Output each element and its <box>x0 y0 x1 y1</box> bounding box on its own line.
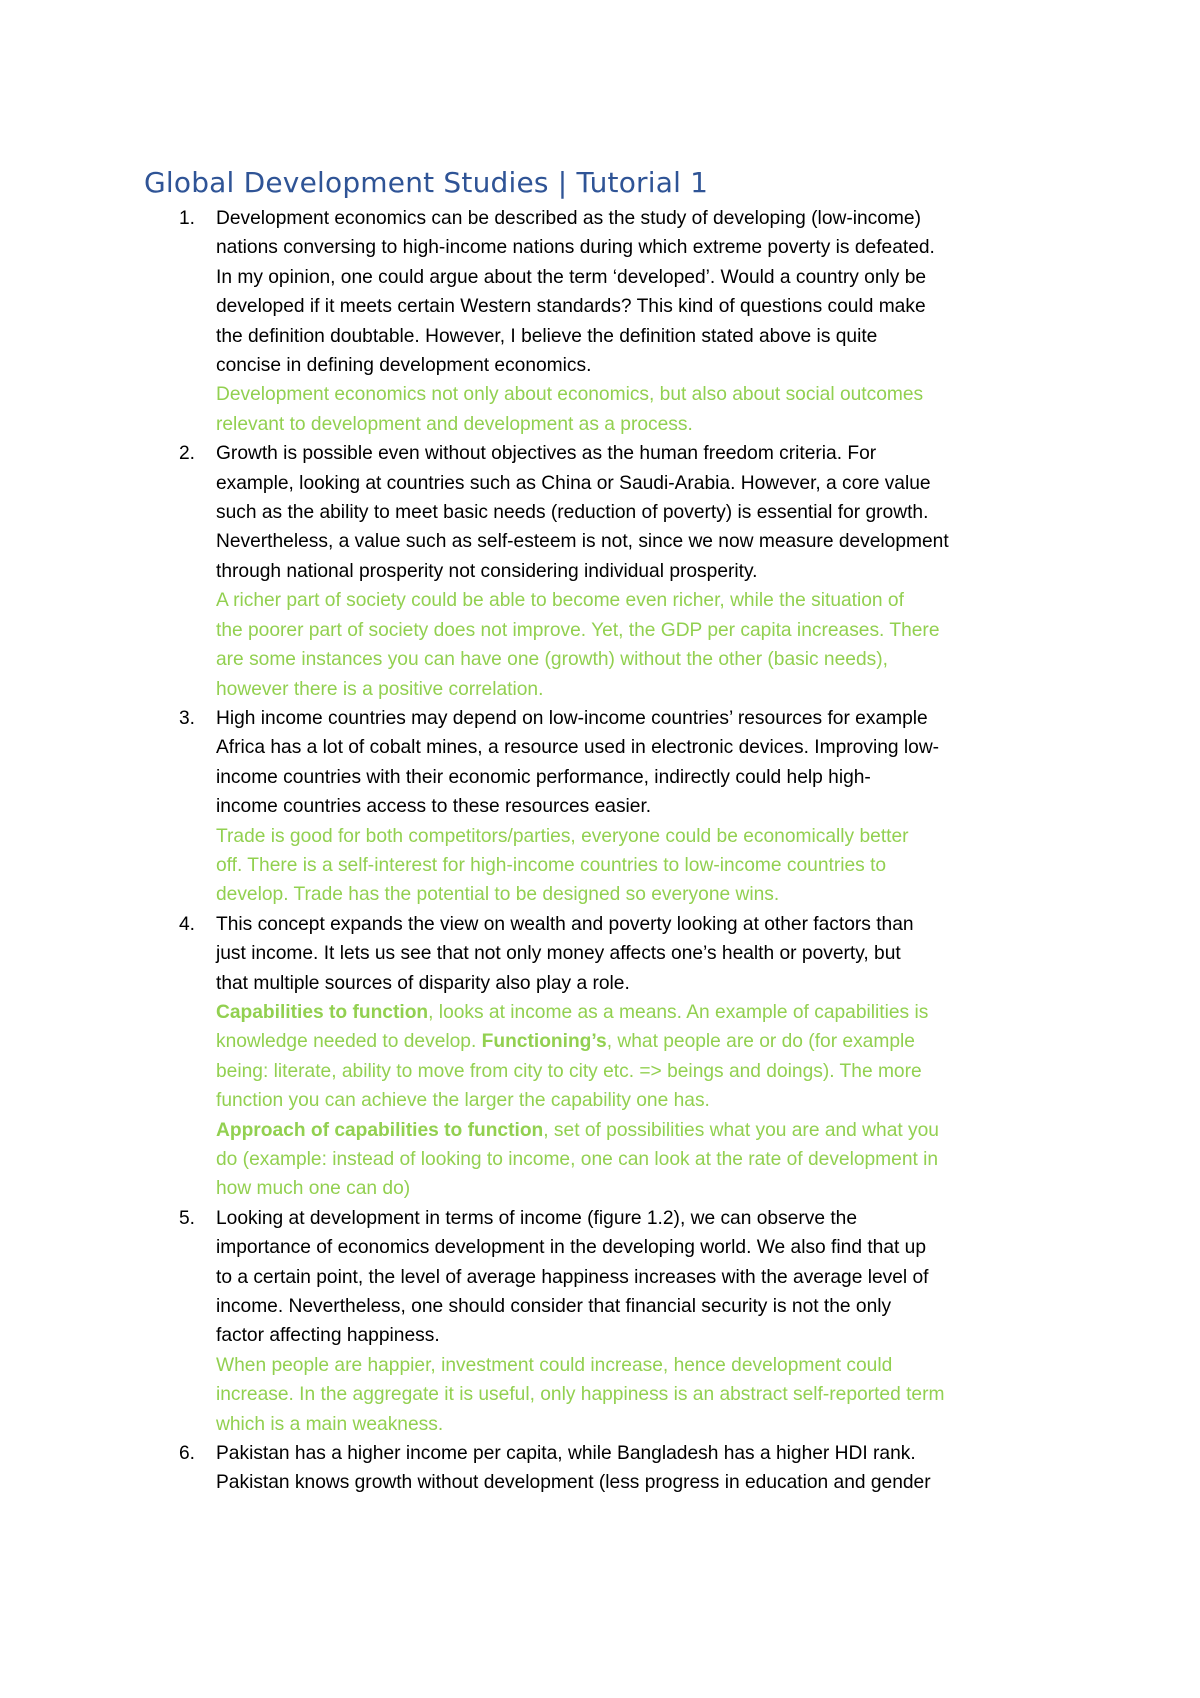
answer-line: Growth is possible even without objectives as the human freedom criteria. For <box>216 443 877 465</box>
list-item <box>179 1204 1066 1439</box>
comment-line: which is a main weakness. <box>216 1413 444 1435</box>
comment-text: , set of possibilities what you are and what you <box>543 1119 939 1141</box>
comment-line: increase. In the aggregate it is useful, only happiness is an abstract self-reported term <box>216 1384 945 1406</box>
comment-line: function you can achieve the larger the capability one has. <box>216 1090 710 1112</box>
answer-line: In my opinion, one could argue about the term ‘developed’. Would a country only be <box>216 266 927 288</box>
answer-line: income countries with their economic performance, indirectly could help high- <box>216 766 871 788</box>
item-number: 6. <box>179 1443 196 1465</box>
term-functionings: Functioning’s <box>481 1031 607 1053</box>
answer-line: Development economics can be described as the study of developing (low-income) <box>216 208 921 229</box>
item-number: 1. <box>179 208 196 229</box>
comment-line: how much one can do) <box>216 1178 411 1200</box>
answer-line: Pakistan knows growth without development (less progress in education and gender <box>216 1472 931 1494</box>
comment-line: Development economics not only about economics, but also about social outcomes <box>216 384 924 406</box>
comment-line <box>216 1027 1066 1056</box>
answer-line: that multiple sources of disparity also play a role. <box>216 972 630 994</box>
answer-line: to a certain point, the level of average happiness increases with the average level of <box>216 1266 929 1288</box>
list-item <box>179 1439 1066 1498</box>
list-item <box>179 704 1066 910</box>
comment-line: Trade is good for both competitors/parties, everyone could be economically better <box>216 825 909 847</box>
answer-line: through national prosperity not considering individual prosperity. <box>216 560 758 582</box>
comment-line: do (example: instead of looking to income, one can look at the rate of development in <box>216 1149 939 1170</box>
answer-line: Pakistan has a higher income per capita, while Bangladesh has a higher HDI rank. <box>216 1443 916 1465</box>
list-item <box>179 204 1066 439</box>
answer-line: importance of economics development in the developing world. We also find that up <box>216 1237 926 1259</box>
comment-line: When people are happier, investment could increase, hence development could <box>216 1354 893 1376</box>
answer-line: Africa has a lot of cobalt mines, a resource used in electronic devices. Improving low- <box>216 737 940 759</box>
list-item <box>179 910 1066 1204</box>
answer-line: Looking at development in terms of income (figure 1.2), we can observe the <box>216 1207 857 1229</box>
answer-line: concise in defining development economics. <box>216 355 592 377</box>
answer-line: just income. It lets us see that not only money affects one’s health or poverty, but <box>216 943 901 965</box>
comment-line: relevant to development and development as a process. <box>216 413 693 435</box>
comment-line: off. There is a self-interest for high-income countries to low-income countries to <box>216 854 887 876</box>
answer-line: the definition doubtable. However, I believe the definition stated above is quite <box>216 325 878 347</box>
comment-line: the poorer part of society does not improve. Yet, the GDP per capita increases. There <box>216 619 940 641</box>
comment-text: knowledge needed to develop. <box>216 1031 482 1053</box>
comment-line <box>216 998 1066 1027</box>
item-number: 3. <box>179 707 196 729</box>
document-title: Global Development Studies | Tutorial 1 <box>144 166 709 199</box>
comment-line <box>216 1116 1066 1145</box>
item-number: 2. <box>179 443 196 465</box>
item-number: 4. <box>179 913 196 935</box>
answer-line: High income countries may depend on low-income countries’ resources for example <box>216 707 928 729</box>
answer-line: income. Nevertheless, one should consider that financial security is not the only <box>216 1296 892 1318</box>
answer-line: This concept expands the view on wealth and poverty looking at other factors than <box>216 913 914 935</box>
answer-line: example, looking at countries such as China or Saudi-Arabia. However, a core value <box>216 472 931 494</box>
answers-list <box>179 204 1066 1498</box>
answer-line: developed if it meets certain Western standards? This kind of questions could make <box>216 296 926 318</box>
term-approach-of-capabilities: Approach of capabilities to function <box>216 1119 544 1141</box>
comment-line: are some instances you can have one (growth) without the other (basic needs), <box>216 649 888 671</box>
comment-line: being: literate, ability to move from city to city etc. => beings and doings). The more <box>216 1060 922 1082</box>
comment-line: develop. Trade has the potential to be designed so everyone wins. <box>216 884 780 906</box>
comment-text: , looks at income as a means. An example of capabilities is <box>428 1001 929 1023</box>
term-capabilities-to-function: Capabilities to function <box>216 1001 429 1023</box>
answer-line: nations conversing to high-income nations during which extreme poverty is defeated. <box>216 237 935 259</box>
list-item <box>179 439 1066 704</box>
answer-line: income countries access to these resources easier. <box>216 796 652 818</box>
comment-line: however there is a positive correlation. <box>216 678 544 700</box>
answer-line: such as the ability to meet basic needs (reduction of poverty) is essential for growth. <box>216 502 929 524</box>
comment-line: A richer part of society could be able to become even richer, while the situation of <box>216 590 904 612</box>
answer-line: Nevertheless, a value such as self-esteem is not, since we now measure development <box>216 531 949 553</box>
answer-line: factor affecting happiness. <box>216 1325 440 1347</box>
item-number: 5. <box>179 1207 196 1229</box>
comment-text: , what people are or do (for example <box>606 1031 915 1053</box>
